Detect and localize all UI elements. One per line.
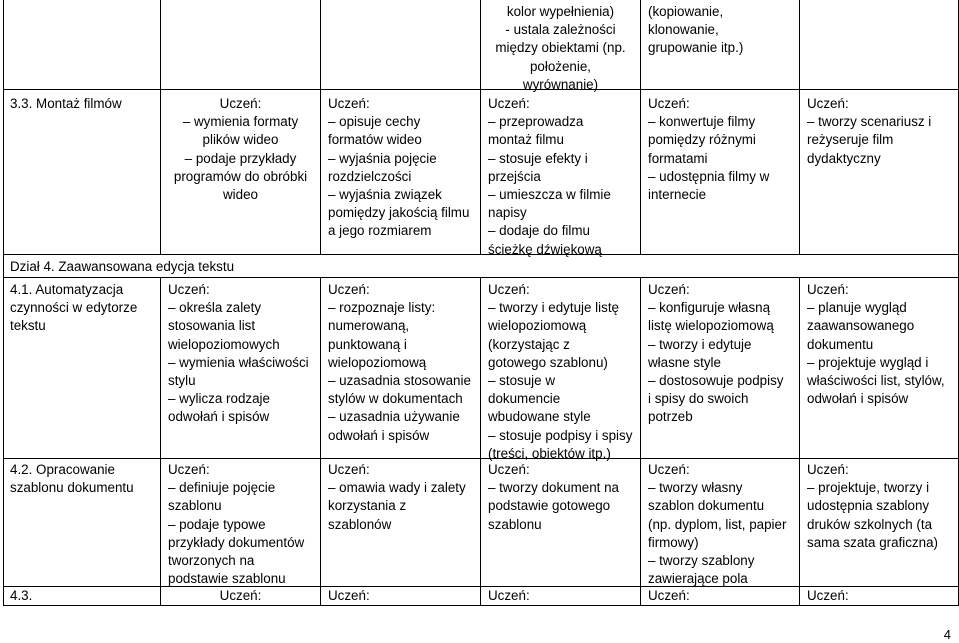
cell-top-c3: kolor wypełnienia) - ustala zależności między obiektami (np. położenie, wyrównanie) <box>495 4 626 92</box>
cell-4-2-c4: Uczeń: – tworzy własny szablon dokumentu (np. dyplom, list, papier firmowy) – tworzy szablony zawierające pola <box>648 462 787 587</box>
table-border <box>799 0 800 255</box>
cell-3-3-c1: Uczeń: – wymienia formaty plików wideo – podaje przykłady programów do obróbki wideo <box>173 96 308 203</box>
cell-4-1-c2: Uczeń: – rozpoznaje listy: numerowaną, punktowaną i wielopoziomową – uzasadnia stosowanie stylów w dokumentach – uzasadnia używanie odwołań i spisów <box>328 282 471 443</box>
cell-4-2-c5: Uczeń: – projektuje, tworzy i udostępnia szablony druków szkolnych (ta sama szata graficzna) <box>807 462 938 550</box>
table-border <box>799 277 800 606</box>
cell-3-3-c4: Uczeń: – konwertuje filmy pomiędzy różnymi formatami – udostępnia filmy w internecie <box>648 96 770 203</box>
section-heading: Dział 4. Zaawansowana edycja tekstu <box>10 259 235 274</box>
row-title-4-3: 4.3. <box>10 588 33 603</box>
table-border <box>160 277 161 606</box>
cell-top-c4: (kopiowanie, klonowanie, grupowanie itp.) <box>648 4 744 56</box>
cell-4-2-c3: Uczeń: – tworzy dokument na podstawie gotowego szablonu <box>488 462 619 532</box>
cell-4-2-c1: Uczeń: – definiuje pojęcie szablonu – podaje typowe przykłady dokumentów tworzonych na podstawie szablonu <box>168 462 305 587</box>
cell-4-3-c2: Uczeń: <box>328 588 370 603</box>
cell-4-1-c3: Uczeń: – tworzy i edytuje listę wielopoziomową (korzystając z gotowego szablonu) – stosuje w dokumencie wbudowane style – stosuje podpisy i spisy (treści, obiektów itp.) <box>488 282 633 461</box>
cell-4-1-c5: Uczeń: – planuje wygląd zaawansowanego dokumentu – projektuje wygląd i właściwości list, stylów, odwołań i spisów <box>807 282 945 407</box>
table-border <box>3 0 4 606</box>
table-border <box>320 0 321 255</box>
table-border <box>480 277 481 606</box>
cell-4-3-c3: Uczeń: <box>488 588 530 603</box>
cell-3-3-c2: Uczeń: – opisuje cechy formatów wideo – wyjaśnia pojęcie rozdzielczości – wyjaśnia związek pomiędzy jakością filmu a jego rozmiarem <box>328 96 470 239</box>
cell-4-3-c4: Uczeń: <box>648 588 690 603</box>
row-title-3-3: 3.3. Montaż filmów <box>10 96 122 111</box>
cell-4-1-c4: Uczeń: – konfiguruje własną listę wielopoziomową – tworzy i edytuje własne style – dostosowuje podpisy i spisy do swoich potrzeb <box>648 282 784 425</box>
table-border <box>640 277 641 606</box>
cell-4-1-c1: Uczeń: – określa zalety stosowania list wielopoziomowych – wymienia właściwości stylu – wylicza rodzaje odwołań i spisów <box>168 282 309 425</box>
page-number: 4 <box>943 627 951 642</box>
table-border <box>320 277 321 606</box>
cell-4-2-c2: Uczeń: – omawia wady i zalety korzystania z szablonów <box>328 462 466 532</box>
cell-3-3-c3: Uczeń: – przeprowadza montaż filmu – stosuje efekty i przejścia – umieszcza w filmie napisy – dodaje do filmu ścieżkę dźwiękową <box>488 96 611 257</box>
row-title-4-1: 4.1. Automatyzacja czynności w edytorze tekstu <box>10 282 138 334</box>
cell-3-3-c5: Uczeń: – tworzy scenariusz i reżyseruje film dydaktyczny <box>807 96 932 166</box>
row-title-4-2: 4.2. Opracowanie szablonu dokumentu <box>10 462 134 496</box>
table-border <box>640 0 641 255</box>
cell-4-3-c5: Uczeń: <box>807 588 849 603</box>
cell-4-3-c1: Uczeń: <box>219 588 262 603</box>
